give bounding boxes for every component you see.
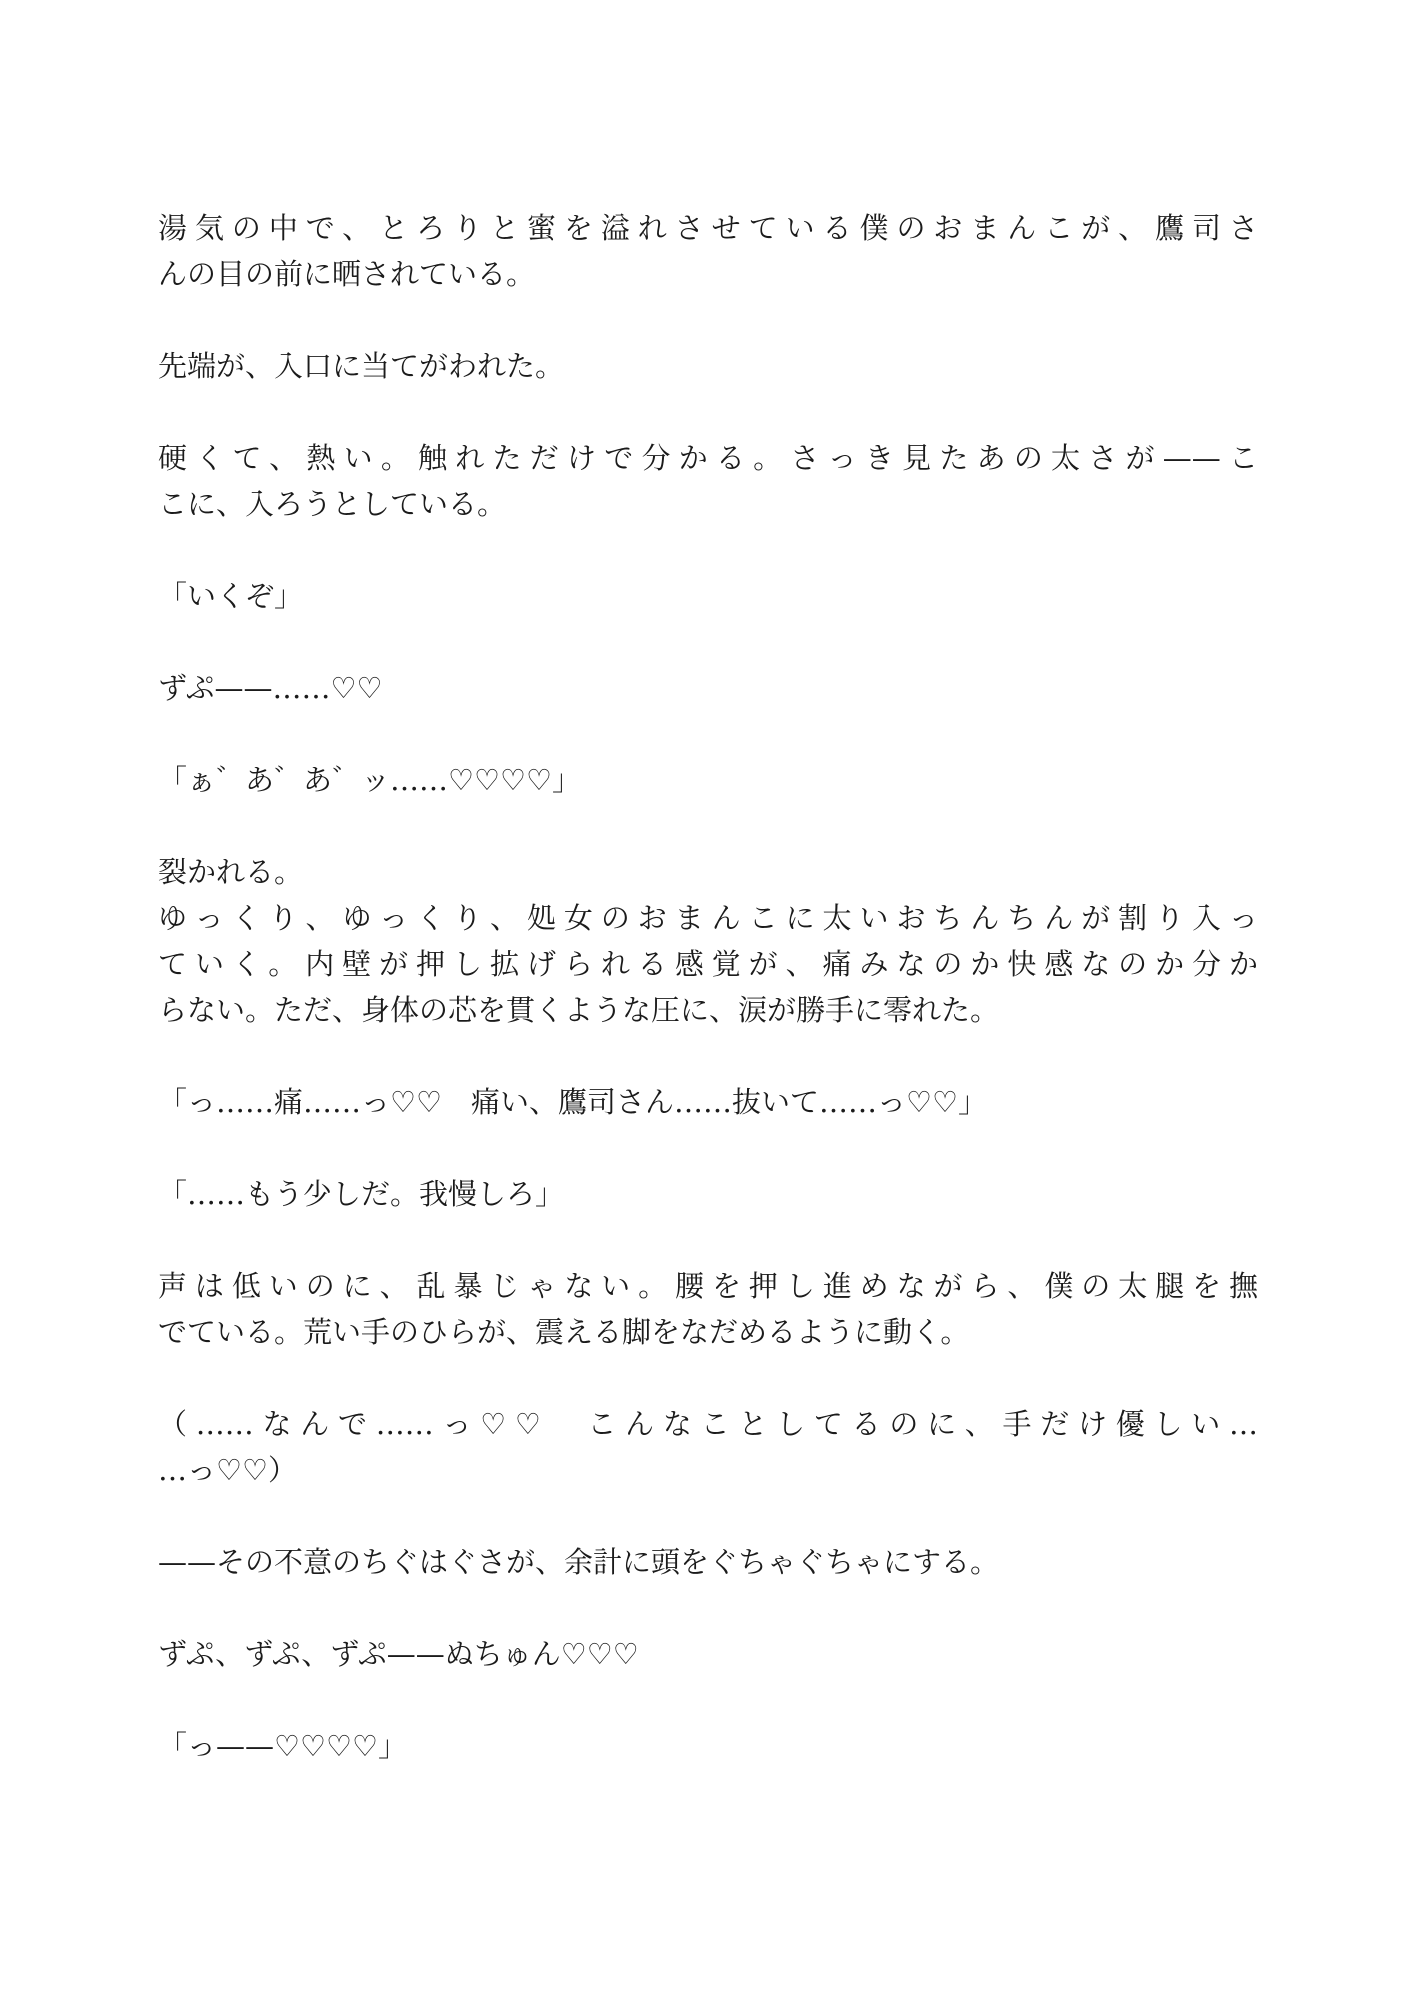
paragraph	[158, 1631, 1258, 1677]
text-line: ずぷ——……♡♡	[158, 671, 383, 705]
text-line: 「……もう少しだ。我慢しろ」	[158, 1177, 565, 1211]
paragraph	[158, 1263, 1258, 1355]
paragraph	[158, 343, 1258, 389]
paragraph	[158, 1079, 1258, 1125]
text-line: んの目の前に晒されている。	[158, 257, 536, 291]
paragraph	[158, 1723, 1258, 1769]
text-line: 先端が、入口に当てがわれた。	[158, 349, 565, 383]
text-line: こに、入ろうとしている。	[158, 487, 507, 521]
text-line: ゆっくり、ゆっくり、処女のおまんこに太いおちんちんが割り入っ	[158, 901, 1258, 935]
text-line: でている。荒い手のひらが、震える脚をなだめるように動く。	[158, 1315, 970, 1349]
text-line: 「いくぞ」	[158, 579, 304, 613]
text-line: らない。ただ、身体の芯を貫くような圧に、涙が勝手に零れた。	[158, 993, 1000, 1027]
text-line: ずぷ、ずぷ、ずぷ——ぬちゅん♡♡♡	[158, 1637, 639, 1671]
text-line: 硬くて、熱い。触れただけで分かる。さっき見たあの太さが——こ	[158, 441, 1258, 475]
text-line: （……なんで……っ♡♡ こんなことしてるのに、手だけ優しい…	[158, 1407, 1258, 1441]
paragraph	[158, 573, 1258, 619]
paragraph	[158, 205, 1258, 297]
text-line: ——その不意のちぐはぐさが、余計に頭をぐちゃぐちゃにする。	[158, 1545, 1000, 1579]
text-line: 声は低いのに、乱暴じゃない。腰を押し進めながら、僕の太腿を撫	[158, 1269, 1258, 1303]
text-line: 湯気の中で、とろりと蜜を溢れさせている僕のおまんこが、鷹司さ	[158, 211, 1258, 245]
text-line: …っ♡♡）	[158, 1453, 297, 1487]
text-line: 「ぁ゛あ゛あ゛ッ……♡♡♡♡」	[158, 763, 581, 797]
text-line: 「っ……痛……っ♡♡ 痛い、鷹司さん……抜いて……っ♡♡」	[158, 1085, 987, 1119]
text-line: 「っ——♡♡♡♡」	[158, 1729, 407, 1763]
paragraph	[158, 665, 1258, 711]
paragraph	[158, 849, 1258, 1033]
text-line: 裂かれる。	[158, 855, 304, 889]
story-text	[158, 205, 1258, 1769]
text-line: ていく。内壁が押し拡げられる感覚が、痛みなのか快感なのか分か	[158, 947, 1258, 981]
paragraph	[158, 1171, 1258, 1217]
paragraph	[158, 757, 1258, 803]
paragraph	[158, 1401, 1258, 1493]
paragraph	[158, 1539, 1258, 1585]
paragraph	[158, 435, 1258, 527]
